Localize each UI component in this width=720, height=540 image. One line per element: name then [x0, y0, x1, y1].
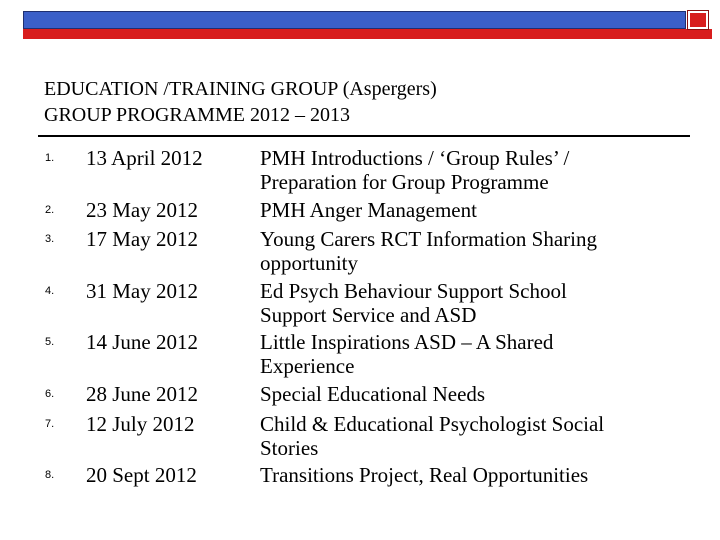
item-number: 4.	[45, 285, 55, 297]
item-date: 23 May 2012	[86, 198, 198, 222]
item-description-line: opportunity	[260, 251, 358, 275]
item-description-line: Support Service and ASD	[260, 303, 477, 327]
item-description	[260, 227, 700, 275]
item-description-line: Special Educational Needs	[260, 382, 486, 406]
item-description-line: PMH Anger Management	[260, 198, 477, 222]
item-description-line: Transitions Project, Real Opportunities	[260, 463, 589, 487]
title-line-2: GROUP PROGRAMME 2012 – 2013	[44, 104, 350, 126]
item-description	[260, 146, 700, 194]
item-description-line: Ed Psych Behaviour Support School	[260, 279, 567, 303]
item-date: 31 May 2012	[86, 279, 198, 303]
item-description-line: Child & Educational Psychologist Social	[260, 412, 605, 436]
item-description-line: Experience	[260, 354, 355, 378]
item-description-line: Preparation for Group Programme	[260, 170, 549, 194]
item-description-line: Little Inspirations ASD – A Shared	[260, 330, 554, 354]
item-number: 3.	[45, 233, 55, 245]
item-description-line: Stories	[260, 436, 319, 460]
title-line-1: EDUCATION /TRAINING GROUP (Aspergers)	[44, 78, 437, 100]
item-description-line: Young Carers RCT Information Sharing	[260, 227, 597, 251]
header-bar-blue	[23, 11, 686, 29]
item-number: 6.	[45, 388, 55, 400]
item-description	[260, 198, 700, 222]
item-description	[260, 382, 700, 406]
item-number: 1.	[45, 152, 55, 164]
item-date: 12 July 2012	[86, 412, 195, 436]
header-bar-red	[23, 29, 712, 39]
item-number: 7.	[45, 418, 55, 430]
item-description	[260, 279, 700, 327]
title-divider	[38, 135, 690, 137]
slide-title	[44, 76, 437, 128]
item-number: 2.	[45, 204, 55, 216]
item-number: 8.	[45, 469, 55, 481]
item-description	[260, 330, 700, 378]
item-description	[260, 412, 700, 460]
item-date: 13 April 2012	[86, 146, 203, 170]
item-description-line: PMH Introductions / ‘Group Rules’ /	[260, 146, 570, 170]
item-date: 28 June 2012	[86, 382, 198, 406]
item-number: 5.	[45, 336, 55, 348]
item-description	[260, 463, 700, 487]
item-date: 17 May 2012	[86, 227, 198, 251]
header-square	[688, 11, 708, 29]
item-date: 20 Sept 2012	[86, 463, 197, 487]
item-date: 14 June 2012	[86, 330, 198, 354]
